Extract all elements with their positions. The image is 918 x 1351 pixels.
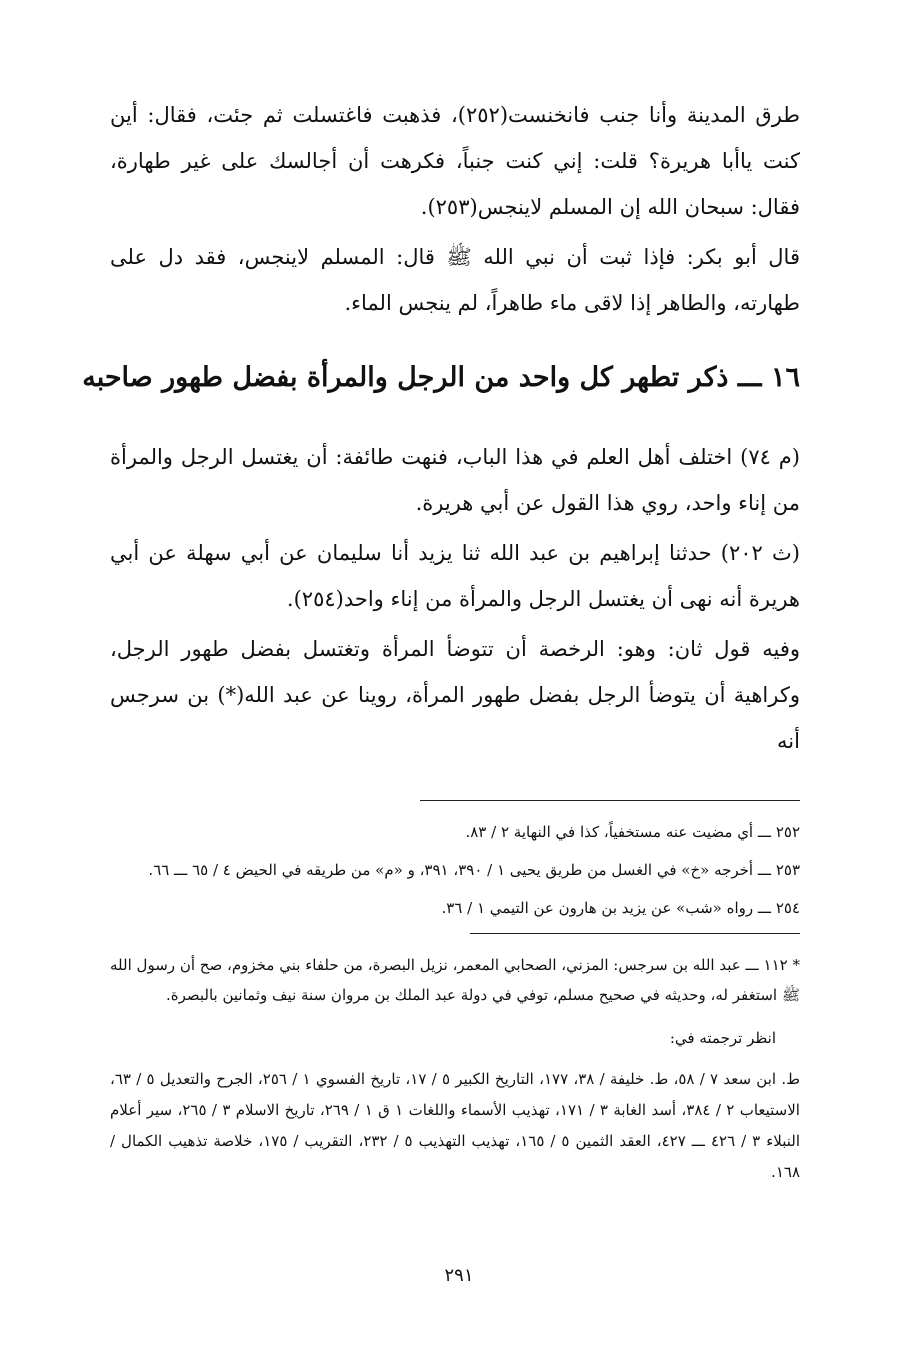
paragraph-1: طرق المدينة وأنا جنب فانخنست(٢٥٢)، فذهبت فاغتسلت ثم جئت، فقال: أين كنت ياأبا هريرة؟ قلت: إني كنت جنباً، فكرهت أن أجالسك على غير طهارة، فقال: سبحان الله إن المسلم لاينجس(٢٥٣). [110, 103, 800, 219]
footnotes [110, 817, 800, 923]
footnote-divider [420, 800, 800, 801]
paragraph-2: قال أبو بكر: فإذا ثبت أن نبي الله ﷺ قال: المسلم لاينجس، فقد دل على طهارته، والطاهر إذا لاقى ماء طاهراً، لم ينجس الماء. [110, 245, 800, 315]
biography-block [110, 950, 800, 1188]
biography-sources: ط. ابن سعد ٧ / ٥٨، ط. خليفة / ٣٨، ١٧٧، التاريخ الكبير ٥ / ١٧، تاريخ الفسوي ١ / ٢٥٦، الجرح والتعديل ٥ / ٦٣، الاستيعاب ٢ / ٣٨٤، أسد الغابة ٣ / ١٧١، تهذيب الأسماء واللغات ١ ق ١ / ٢٦٩، تاريخ الاسلام ٣ / ٢٦٥، سير أعلام النبلاء ٣ / ٤٢٦ ـــ ٤٢٧، العقد الثمين ٥ / ١٦٥، تهذيب التهذيب ٥ / ٢٣٢، التقريب / ١٧٥، خلاصة تذهيب الكمال / ١٦٨. [110, 1070, 801, 1181]
paragraph-3: (م ٧٤) اختلف أهل العلم في هذا الباب، فنهت طائفة: أن يغتسل الرجل والمرأة من إناء واحد، روي هذا القول عن أبي هريرة. [110, 445, 800, 515]
paragraph-5: وفيه قول ثان: وهو: الرخصة أن تتوضأ المرأة وتغتسل بفضل طهور الرجل، وكراهية أن يتوضأ الرجل بفضل طهور المرأة، روينا عن عبد الله(*) بن سرجس أنه [110, 637, 800, 753]
biography-divider [470, 933, 800, 934]
footnote-252: ٢٥٢ ـــ أي مضيت عنه مستخفياً، كذا في النهاية ٢ / ٨٣. [465, 823, 800, 841]
paragraph-4: (ث ٢٠٢) حدثنا إبراهيم بن عبد الله ثنا يزيد أنا سليمان عن أبي سهلة عن أبي هريرة أنه نهى أن يغتسل الرجل والمرأة من إناء واحد(٢٥٤). [110, 541, 800, 611]
section-heading: ١٦ ـــ ذكر تطهر كل واحد من الرجل والمرأة بفضل طهور صاحبه [82, 362, 800, 393]
biography-note: * ١١٢ ـــ عبد الله بن سرجس: المزني، الصحابي المعمر، نزيل البصرة، من حلفاء بني مخزوم، صح أن رسول الله ﷺ استغفر له، وحديثه في صحيح مسلم، توفي في دولة عبد الملك بن مروان سنة نيف وثمانين بالبصرة. [110, 956, 800, 1004]
footnote-254: ٢٥٤ ـــ رواه «شب» عن يزيد بن هارون عن التيمي ١ / ٣٦. [441, 899, 800, 917]
page-body [82, 92, 801, 1188]
see-also-label: انظر ترجمته في: [669, 1029, 776, 1047]
footnote-253: ٢٥٣ ـــ أخرجه «خ» في الغسل من طريق يحيى ١ / ٣٩٠، ٣٩١، و «م» من طريقه في الحيض ٤ / ٦٥ ـــ ٦٦. [148, 861, 800, 879]
page-number: ٢٩١ [444, 1265, 474, 1286]
